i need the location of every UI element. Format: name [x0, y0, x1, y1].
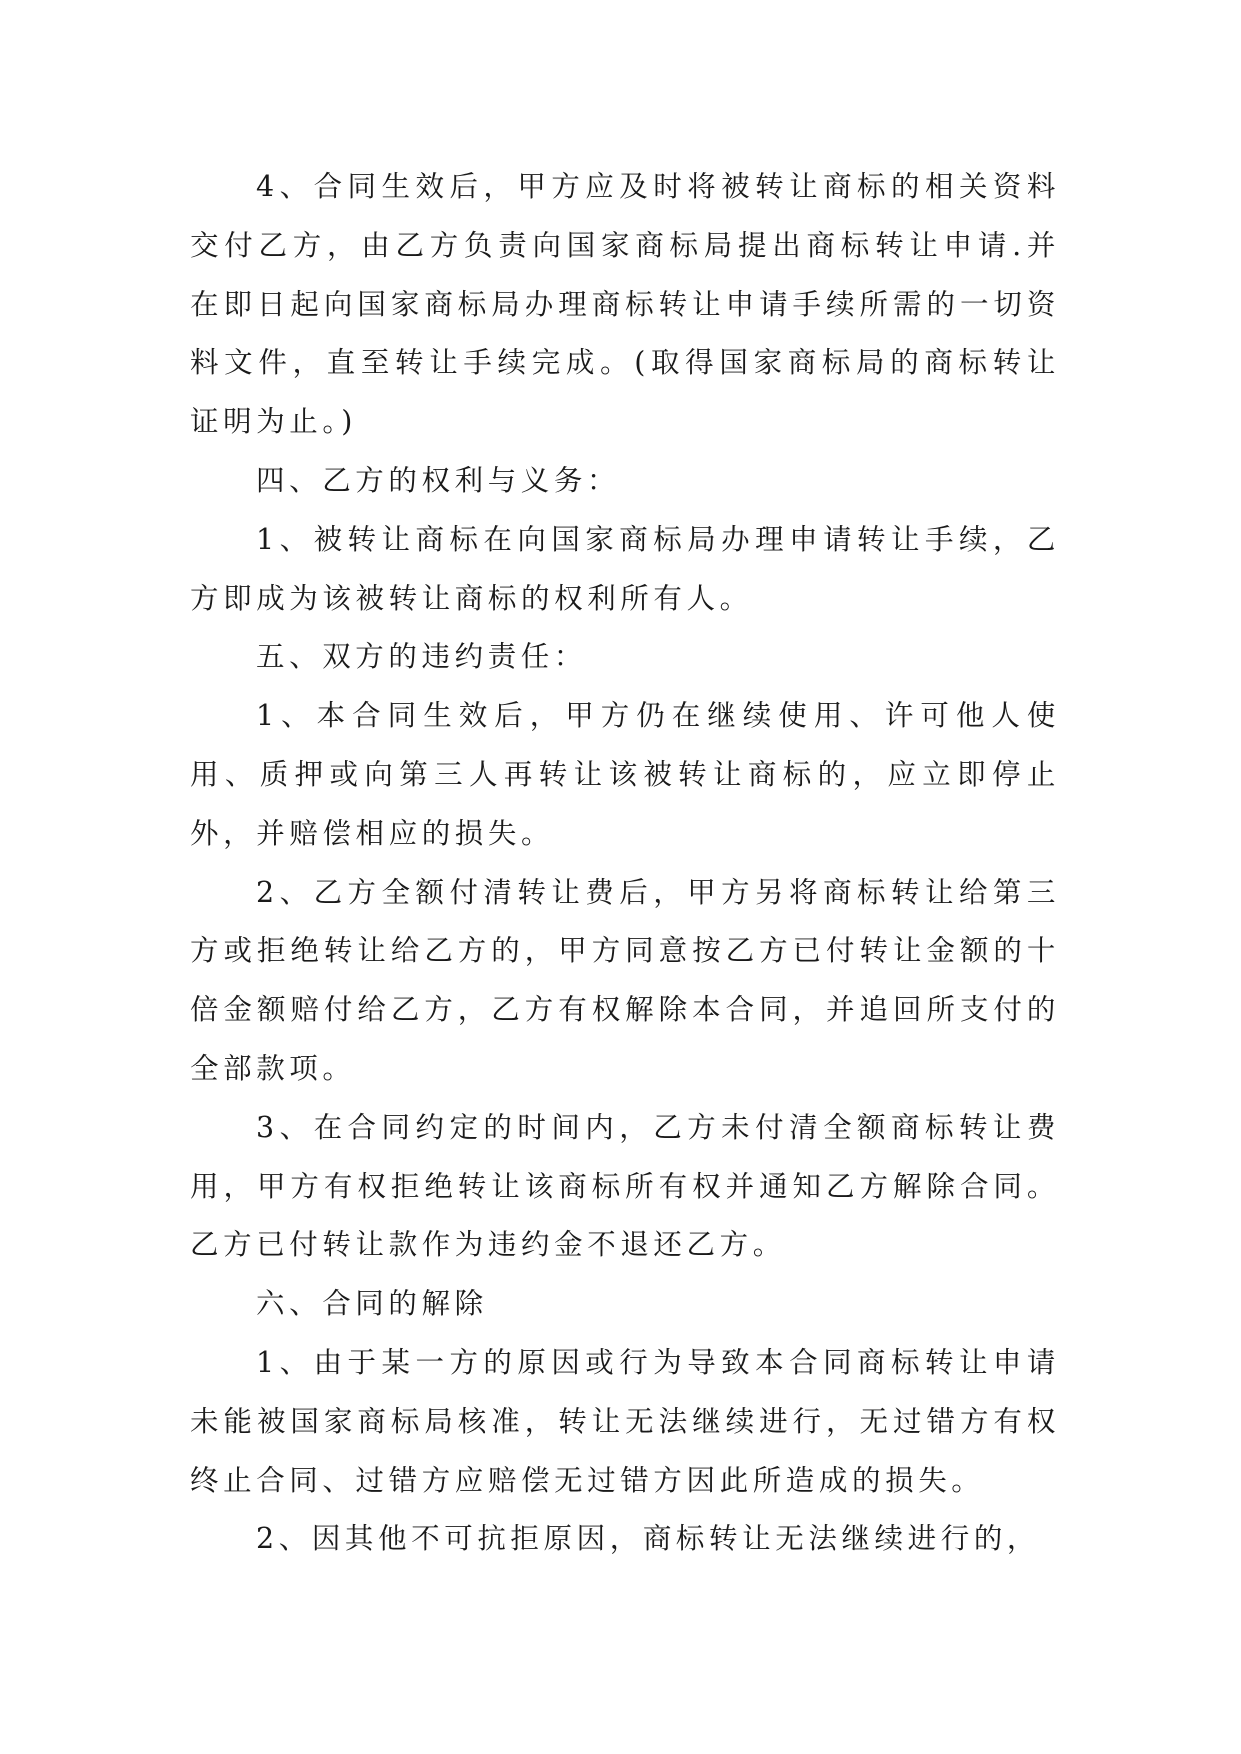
document-body [190, 158, 1060, 1569]
clause-4-1: 1、被转让商标在向国家商标局办理申请转让手续，乙方即成为该被转让商标的权利所有人。 [190, 522, 1060, 615]
clause-5-2: 2、乙方全额付清转让费后，甲方另将商标转让给第三方或拒绝转让给乙方的，甲方同意按乙方已付转让金额的十倍金额赔付给乙方，乙方有权解除本合同，并追回所支付的全部款项。 [190, 875, 1060, 1085]
clause-5-1: 1、本合同生效后，甲方仍在继续使用、许可他人使用、质押或向第三人再转让该被转让商标的，应立即停止外，并赔偿相应的损失。 [190, 699, 1060, 850]
clause-6-1: 1、由于某一方的原因或行为导致本合同商标转让申请未能被国家商标局核准，转让无法继续进行，无过错方有权终止合同、过错方应赔偿无过错方因此所造成的损失。 [190, 1345, 1060, 1497]
section-heading-4: 四、乙方的权利与义务： [256, 463, 621, 497]
section-heading-6: 六、合同的解除 [256, 1287, 488, 1321]
clause-6-2: 2、因其他不可抗拒原因，商标转让无法继续进行的， [256, 1522, 1041, 1556]
clause-5-3: 3、在合同约定的时间内，乙方未付清全额商标转让费用，甲方有权拒绝转让该商标所有权并通知乙方解除合同。乙方已付转让款作为违约金不退还乙方。 [190, 1110, 1060, 1262]
section-heading-5: 五、双方的违约责任： [256, 640, 588, 674]
clause-3-4: 4、合同生效后，甲方应及时将被转让商标的相关资料交付乙方，由乙方负责向国家商标局提出商标转让申请.并在即日起向国家商标局办理商标转让申请手续所需的一切资料文件，直至转让手续完成。(取得国家商标局的商标转让证明为止。) [190, 170, 1060, 439]
